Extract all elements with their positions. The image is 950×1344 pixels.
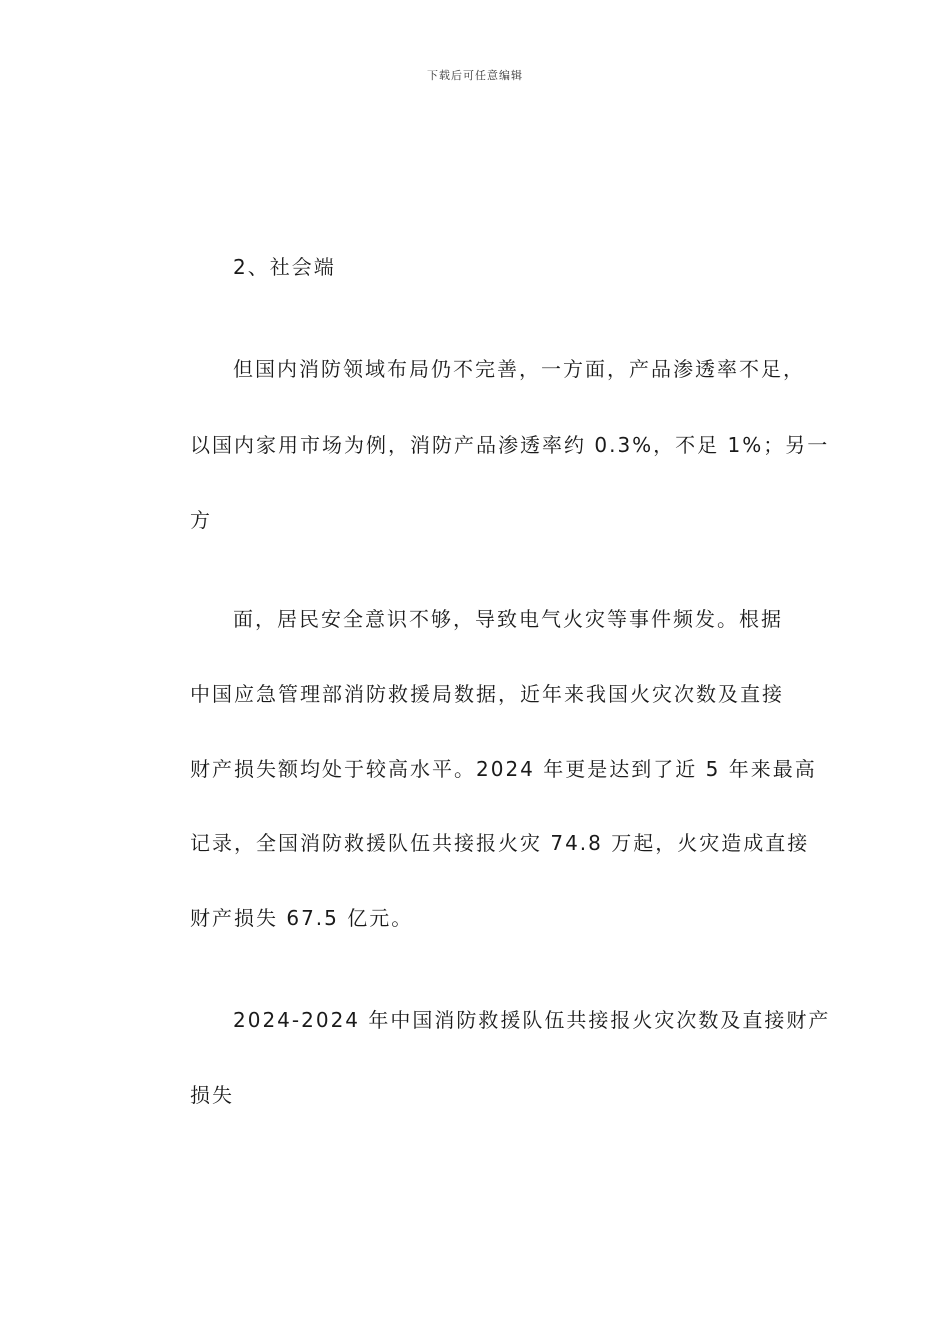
figure-caption-line-1: 2024-2024 年中国消防救援队伍共接报火灾次数及直接财产	[233, 1008, 831, 1032]
paragraph-2-line-3: 财产损失额均处于较高水平。2024 年更是达到了近 5 年来最高	[190, 757, 817, 781]
paragraph-2-line-1: 面，居民安全意识不够，导致电气火灾等事件频发。根据	[233, 607, 783, 631]
page-header-note: 下载后可任意编辑	[427, 69, 523, 82]
paragraph-2-line-4: 记录，全国消防救援队伍共接报火灾 74.8 万起，火灾造成直接	[190, 831, 810, 855]
paragraph-2-line-5: 财产损失 67.5 亿元。	[190, 906, 414, 930]
figure-caption-line-2: 损失	[190, 1083, 234, 1107]
paragraph-2-line-2: 中国应急管理部消防救援局数据，近年来我国火灾次数及直接	[190, 682, 784, 706]
paragraph-1-line-2: 以国内家用市场为例，消防产品渗透率约 0.3%，不足 1%；另一	[190, 433, 830, 457]
section-heading: 2、社会端	[233, 255, 336, 279]
paragraph-1-line-1: 但国内消防领域布局仍不完善，一方面，产品渗透率不足，	[233, 357, 805, 381]
paragraph-1-line-3: 方	[190, 508, 212, 532]
